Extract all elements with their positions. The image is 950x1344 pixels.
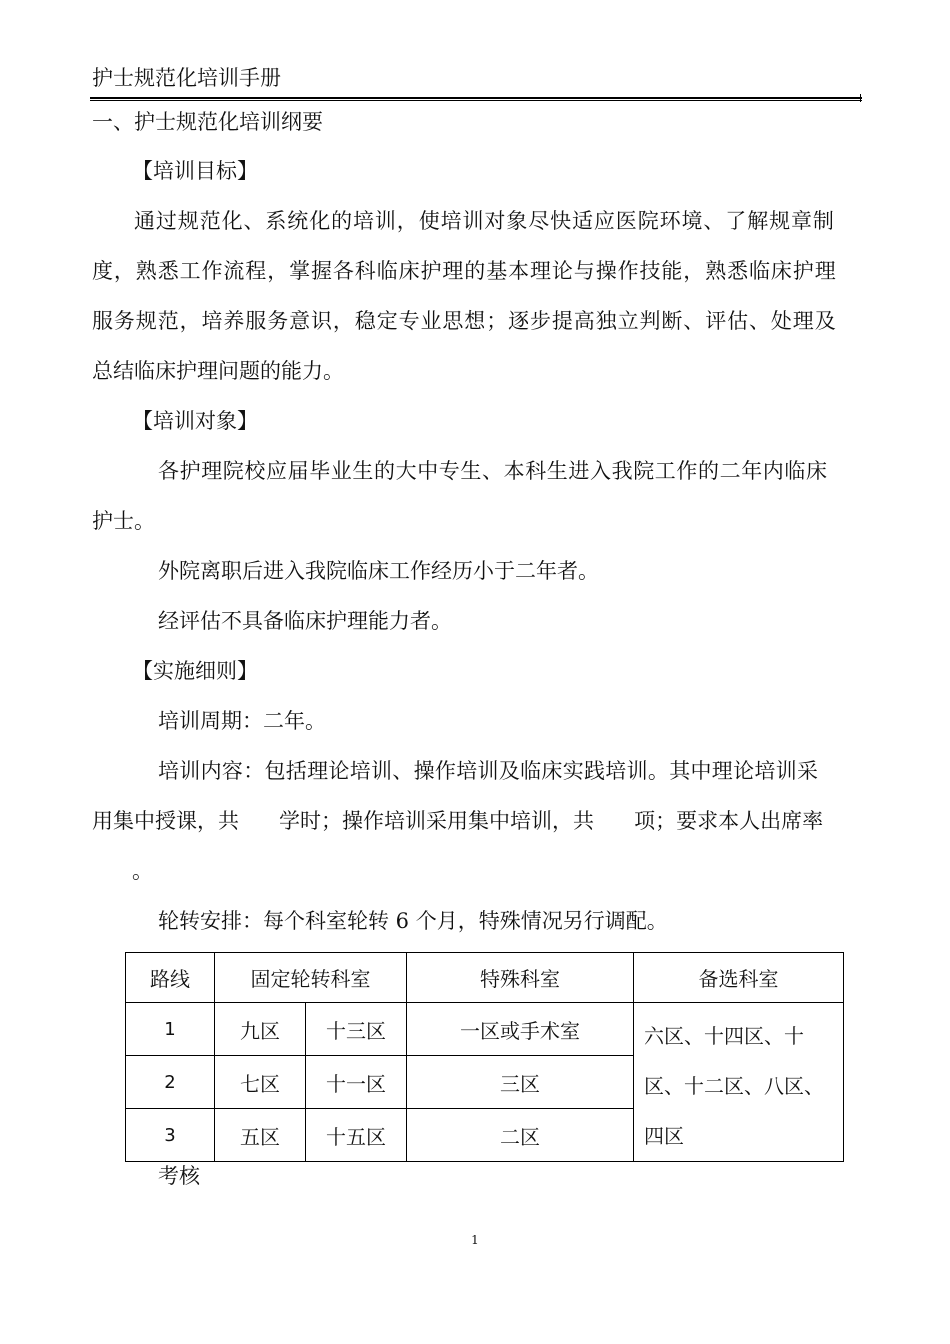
content-line-2: 用集中授课，共 学时；操作培训采用集中培训，共 项；要求本人出席率: [92, 809, 824, 833]
goal-line-1: 通过规范化、系统化的培训，使培训对象尽快适应医院环境、了解规章制: [134, 209, 835, 233]
assessment-label: 考核: [158, 1164, 200, 1188]
route-number: 1: [126, 1003, 215, 1056]
rotation-arrangement: 轮转安排：每个科室轮转 6 个月，特殊情况另行调配。: [158, 909, 668, 933]
target-line-3: 外院离职后进入我院临床工作经历小于二年者。: [158, 559, 599, 583]
header-special-department: 特殊科室: [407, 953, 634, 1003]
header-rule: [90, 97, 862, 99]
header-backup-departments: 备选科室: [634, 953, 844, 1003]
table-row: [126, 1003, 844, 1056]
fixed-department-b: 十三区: [306, 1003, 407, 1056]
table-header-row: [126, 953, 844, 1003]
header-fixed-departments: 固定轮转科室: [215, 953, 407, 1003]
header-route: 路线: [126, 953, 215, 1003]
special-department: 二区: [407, 1109, 634, 1162]
rotation-table: [125, 952, 844, 1162]
fixed-department-b: 十五区: [306, 1109, 407, 1162]
goal-line-4: 总结临床护理问题的能力。: [92, 359, 344, 383]
rules-heading: 【实施细则】: [132, 659, 258, 683]
fixed-department-a: 五区: [215, 1109, 306, 1162]
content-line-3: 。: [132, 859, 153, 883]
page-number: 1: [471, 1233, 479, 1247]
section-title: 一、护士规范化培训纲要: [92, 110, 323, 134]
goal-line-3: 服务规范，培养服务意识，稳定专业思想；逐步提高独立判断、评估、处理及: [92, 309, 837, 333]
target-heading: 【培训对象】: [132, 409, 258, 433]
route-number: 3: [126, 1109, 215, 1162]
training-period: 培训周期：二年。: [158, 709, 326, 733]
fixed-department-a: 九区: [215, 1003, 306, 1056]
fixed-department-b: 十一区: [306, 1056, 407, 1109]
target-line-4: 经评估不具备临床护理能力者。: [158, 609, 452, 633]
special-department: 一区或手术室: [407, 1003, 634, 1056]
header-rule-tick: [860, 94, 861, 102]
header-rule-thin: [90, 100, 862, 101]
fixed-department-a: 七区: [215, 1056, 306, 1109]
backup-departments: 六区、十四区、十区、十二区、八区、四区: [634, 1003, 844, 1162]
route-number: 2: [126, 1056, 215, 1109]
goal-heading: 【培训目标】: [132, 159, 258, 183]
content-line-1: 培训内容：包括理论培训、操作培训及临床实践培训。其中理论培训采: [158, 759, 819, 783]
running-header-title: 护士规范化培训手册: [92, 66, 281, 90]
target-line-2: 护士。: [92, 509, 155, 533]
special-department: 三区: [407, 1056, 634, 1109]
target-line-1: 各护理院校应届毕业生的大中专生、本科生进入我院工作的二年内临床: [158, 459, 828, 483]
goal-line-2: 度，熟悉工作流程，掌握各科临床护理的基本理论与操作技能，熟悉临床护理: [92, 259, 837, 283]
